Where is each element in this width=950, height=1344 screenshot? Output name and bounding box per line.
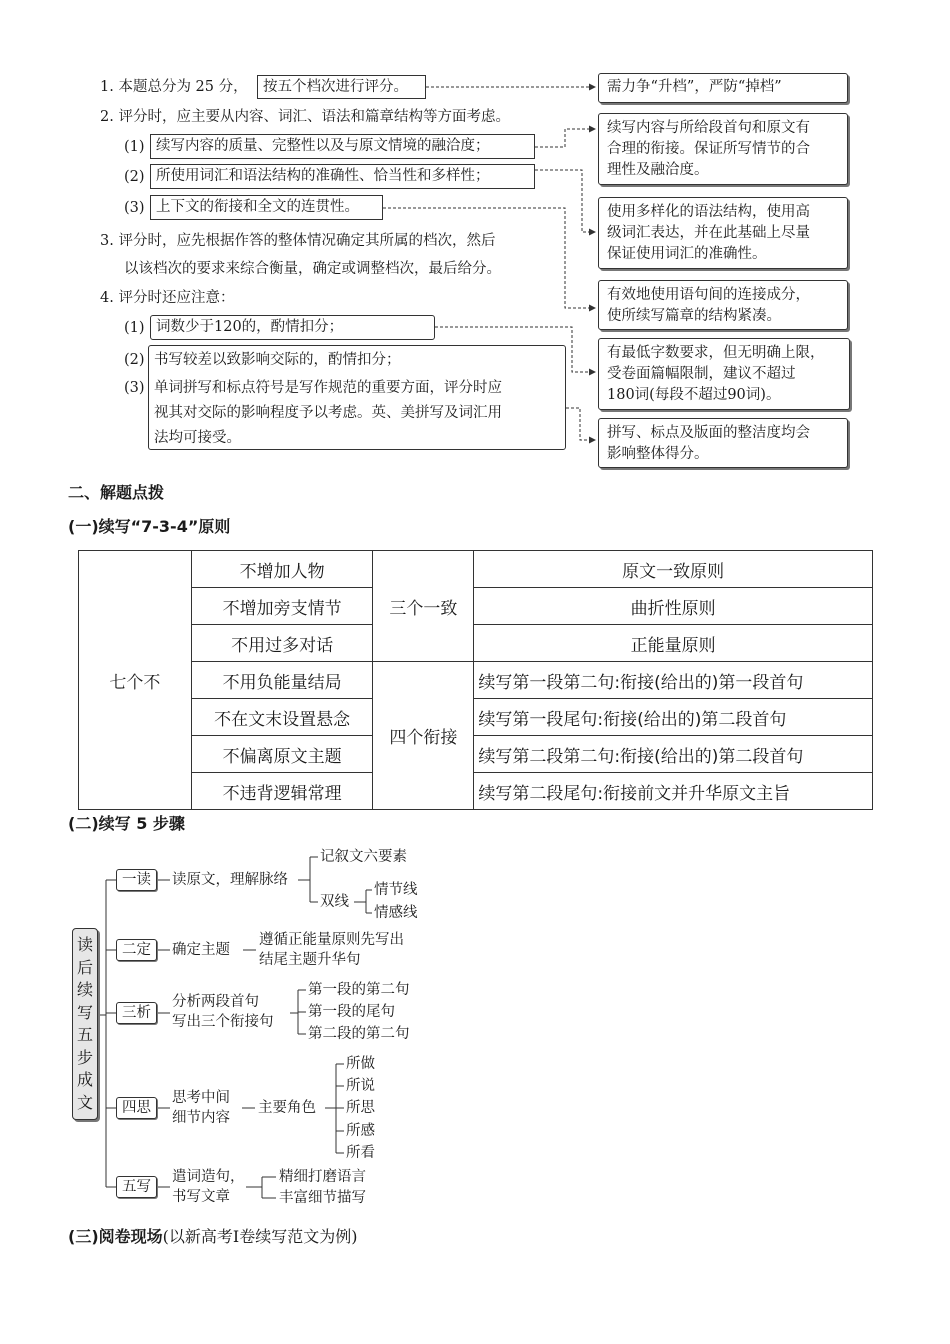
root-char: 后 [76,957,93,977]
scoring-item-4-3-num: (3) [124,380,145,396]
scoring-item-2: 2. 评分时，应主要从内容、词汇、语法和篇章结构等方面考虑。 [100,109,510,125]
section-2-3-title-light: (以新高考Ⅰ卷续写范文为例) [162,1227,358,1246]
three-consistency-item: 曲折性原则 [474,588,873,625]
step-5-text-2: 书写文章 [172,1189,230,1205]
root-char: 步 [76,1047,93,1067]
root-char: 成 [76,1070,93,1089]
step-5-label: 五写 [116,1176,157,1198]
scoring-item-4: 4. 评分时还应注意： [100,290,235,306]
step-4-text-2: 细节内容 [172,1110,230,1126]
note-2-line: 续写内容与所给段首句和原文有 [607,120,810,136]
section-2-3-title [68,1226,357,1248]
section-2-1-title: (一)续写“7-3-4”原则 [68,517,231,536]
step-3-item: 第一段的第二句 [308,982,410,998]
step-5-text-1: 遣词造句， [172,1169,245,1185]
seven-not-item: 不偏离原文主题 [191,736,373,773]
seven-not-item: 不违背逻辑常理 [191,773,373,810]
step-3-text-2: 写出三个衔接句 [172,1014,274,1030]
section-2-2-title: (二)续写 5 步骤 [68,814,185,833]
step-5-item: 丰富细节描写 [279,1190,366,1206]
step-3-text-1: 分析两段首句 [172,994,259,1010]
step-2-detail-1: 遵循正能量原则先写出 [259,932,404,948]
note-4-line: 使所续写篇章的结构紧凑。 [607,308,781,324]
scoring-item-4-3-line1: 单词拼写和标点符号是写作规范的重要方面，评分时应 [154,380,502,396]
step-2-detail-2: 结尾主题升华句 [259,952,361,968]
four-links-label: 四个衔接 [373,662,474,810]
scoring-item-4-2-num: (2) [124,352,145,368]
note-5-line: 180词(每段不超过90词)。 [607,387,781,403]
step-4-item: 所做 [346,1056,375,1072]
scoring-item-2-1: 续写内容的质量、完整性以及与原文情境的融洽度； [150,134,535,159]
root-char: 五 [76,1025,93,1044]
three-consistencies-label: 三个一致 [373,551,474,662]
note-2-line: 理性及融洽度。 [607,162,709,178]
note-3-line: 级词汇表达，并在此基础上尽量 [607,225,810,241]
scoring-item-2-2-num: (2) [124,169,145,185]
mindmap-root [72,928,98,1120]
step-3-label: 三析 [116,1002,157,1024]
note-6-line: 影响整体得分。 [607,446,709,462]
section-2-title: 二、解题点拨 [68,483,165,502]
four-link-item: 续写第一段尾句:衔接(给出的)第二段首句 [474,699,873,736]
four-link-item: 续写第二段尾句:衔接前文并升华原文主旨 [474,773,873,810]
step-4-text-1: 思考中间 [172,1090,230,1106]
seven-not-item: 不在文末设置悬念 [191,699,373,736]
scoring-item-3-line1: 3. 评分时，应先根据作答的整体情况确定其所属的档次，然后 [100,233,496,249]
step-4-mid: 主要角色 [258,1100,316,1116]
scoring-item-4-3-line2: 视其对交际的影响程度予以考虑。英、美拼写及词汇用 [154,405,502,421]
scoring-item-4-1: 词数少于120的，酌情扣分； [150,315,435,340]
step-4-item: 所看 [346,1145,375,1161]
root-char: 文 [76,1092,93,1112]
step-4-item: 所思 [346,1100,375,1116]
scoring-item-3-line2: 以该档次的要求来综合衡量，确定或调整档次，最后给分。 [124,261,501,277]
step-4-item: 所说 [346,1078,375,1094]
step-1-b2: 情感线 [374,905,418,921]
scoring-item-2-3: 上下文的衔接和全文的连贯性。 [150,195,383,220]
step-3-item: 第一段的尾句 [308,1004,395,1020]
seven-not-item: 不用过多对话 [191,625,373,662]
step-2-label: 二定 [116,939,157,961]
note-5-line: 受卷面篇幅限制，建议不超过 [607,366,796,382]
three-consistency-item: 原文一致原则 [474,551,873,588]
seven-nots-label: 七个不 [79,551,192,810]
seven-not-item: 不增加旁支情节 [191,588,373,625]
step-1-text: 读原文，理解脉络 [172,872,288,888]
scoring-item-4-3-line3: 法均可接受。 [154,430,241,446]
three-consistency-item: 正能量原则 [474,625,873,662]
step-1-b1: 情节线 [374,882,418,898]
step-1-b: 双线 [320,894,349,910]
scoring-item-4-1-num: (1) [124,320,145,336]
root-char: 续 [76,980,93,999]
scoring-item-1-boxed: 按五个档次进行评分。 [257,75,426,99]
note-1-line: 需力争“升档”，严防“掉档” [607,79,782,95]
scoring-item-1-prefix: 1. 本题总分为 25 分， [100,79,248,95]
note-5-line: 有最低字数要求，但无明确上限， [607,345,825,361]
step-5-item: 精细打磨语言 [279,1169,366,1185]
section-2-3-title-bold: (三)阅卷现场 [68,1227,163,1246]
scoring-item-4-2: 书写较差以致影响交际的，酌情扣分； [154,352,401,368]
four-link-item: 续写第一段第二句:衔接(给出的)第一段首句 [474,662,873,699]
step-1-label: 一读 [116,869,157,891]
scoring-item-2-2: 所使用词汇和语法结构的准确性、恰当性和多样性； [150,164,535,189]
note-3-line: 使用多样化的语法结构，使用高 [607,204,810,220]
scoring-item-2-1-num: (1) [124,139,145,155]
step-4-label: 四思 [116,1097,157,1119]
note-2-line: 合理的衔接。保证所写情节的合 [607,141,810,157]
step-2-text: 确定主题 [172,942,230,958]
note-6-line: 拼写、标点及版面的整洁度均会 [607,425,810,441]
seven-not-item: 不用负能量结局 [191,662,373,699]
seven-not-item: 不增加人物 [191,551,373,588]
scoring-item-2-3-num: (3) [124,200,145,216]
note-3-line: 保证使用词汇的准确性。 [607,246,767,262]
note-4-line: 有效地使用语句间的连接成分， [607,287,810,303]
root-char: 读 [76,935,93,954]
step-1-a: 记叙文六要素 [320,849,407,865]
root-char: 写 [76,1002,93,1022]
step-3-item: 第二段的第二句 [308,1026,410,1042]
four-link-item: 续写第二段第二句:衔接(给出的)第二段首句 [474,736,873,773]
step-4-item: 所感 [346,1123,375,1139]
